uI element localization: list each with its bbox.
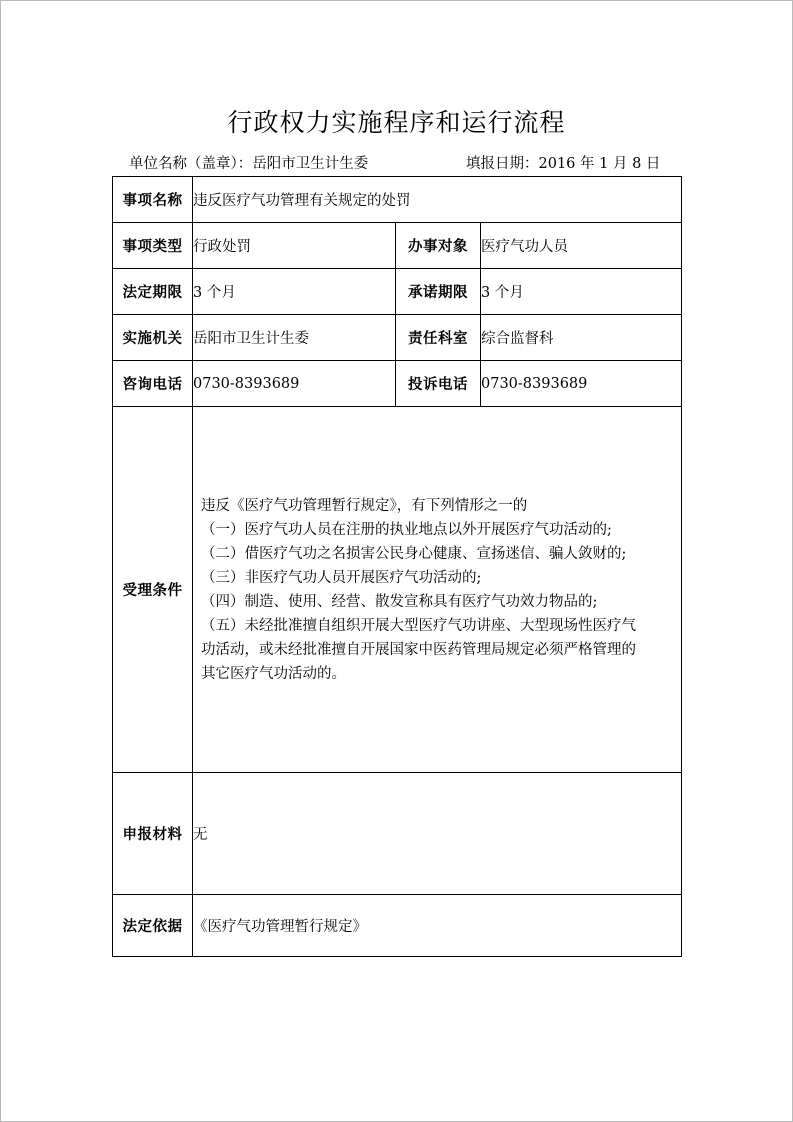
page-title: 行政权力实施程序和运行流程 — [227, 108, 566, 137]
promise-period-label: 承诺期限 — [396, 269, 481, 315]
item-name-value: 违反医疗气功管理有关规定的处罚 — [193, 177, 682, 223]
unit-name-line: 单位名称（盖章）：岳阳市卫生计生委 — [129, 156, 369, 172]
row-materials — [113, 773, 682, 895]
row-phones — [113, 361, 682, 407]
agency-value: 岳阳市卫生计生委 — [193, 315, 396, 361]
condition-line: （一）医疗气功人员在注册的执业地点以外开展医疗气功活动的; — [201, 521, 612, 538]
conditions-text — [193, 494, 681, 686]
target-value: 医疗气功人员 — [481, 223, 682, 269]
condition-line: （四）制造、使用、经营、散发宣称具有医疗气功效力物品的; — [201, 593, 598, 610]
item-type-label: 事项类型 — [113, 223, 193, 269]
complaint-phone-value: 0730-8393689 — [481, 361, 682, 407]
conditions-label: 受理条件 — [113, 407, 193, 773]
item-name-label: 事项名称 — [113, 177, 193, 223]
agency-label: 实施机关 — [113, 315, 193, 361]
legal-basis-value: 《医疗气功管理暂行规定》 — [193, 895, 682, 957]
target-label: 办事对象 — [396, 223, 481, 269]
complaint-phone-label: 投诉电话 — [396, 361, 481, 407]
row-legal-basis — [113, 895, 682, 957]
info-table — [112, 176, 682, 957]
consult-phone-label: 咨询电话 — [113, 361, 193, 407]
condition-line: 其它医疗气功活动的。 — [201, 665, 346, 682]
promise-period-value: 3 个月 — [481, 269, 682, 315]
condition-line: 违反《医疗气功管理暂行规定》，有下列情形之一的 — [201, 497, 528, 514]
condition-line: 功活动，或未经批准擅自开展国家中医药管理局规定必须严格管理的 — [201, 641, 636, 658]
row-periods — [113, 269, 682, 315]
item-type-value: 行政处罚 — [193, 223, 396, 269]
condition-line: （三）非医疗气功人员开展医疗气功活动的; — [201, 569, 482, 586]
department-value: 综合监督科 — [481, 315, 682, 361]
legal-period-value: 3 个月 — [193, 269, 396, 315]
row-item-type — [113, 223, 682, 269]
consult-phone-value: 0730-8393689 — [193, 361, 396, 407]
row-item-name — [113, 177, 682, 223]
department-label: 责任科室 — [396, 315, 481, 361]
materials-value: 无 — [193, 773, 682, 895]
condition-line: （五）未经批准擅自组织开展大型医疗气功讲座、大型现场性医疗气 — [201, 617, 636, 634]
condition-line: （二）借医疗气功之名损害公民身心健康、宣扬迷信、骗人敛财的; — [201, 545, 627, 562]
row-conditions — [113, 407, 682, 773]
materials-label: 申报材料 — [113, 773, 193, 895]
legal-basis-label: 法定依据 — [113, 895, 193, 957]
fill-date-line: 填报日期：2016 年 1 月 8 日 — [466, 156, 661, 172]
conditions-value — [193, 407, 682, 773]
row-agency — [113, 315, 682, 361]
legal-period-label: 法定期限 — [113, 269, 193, 315]
